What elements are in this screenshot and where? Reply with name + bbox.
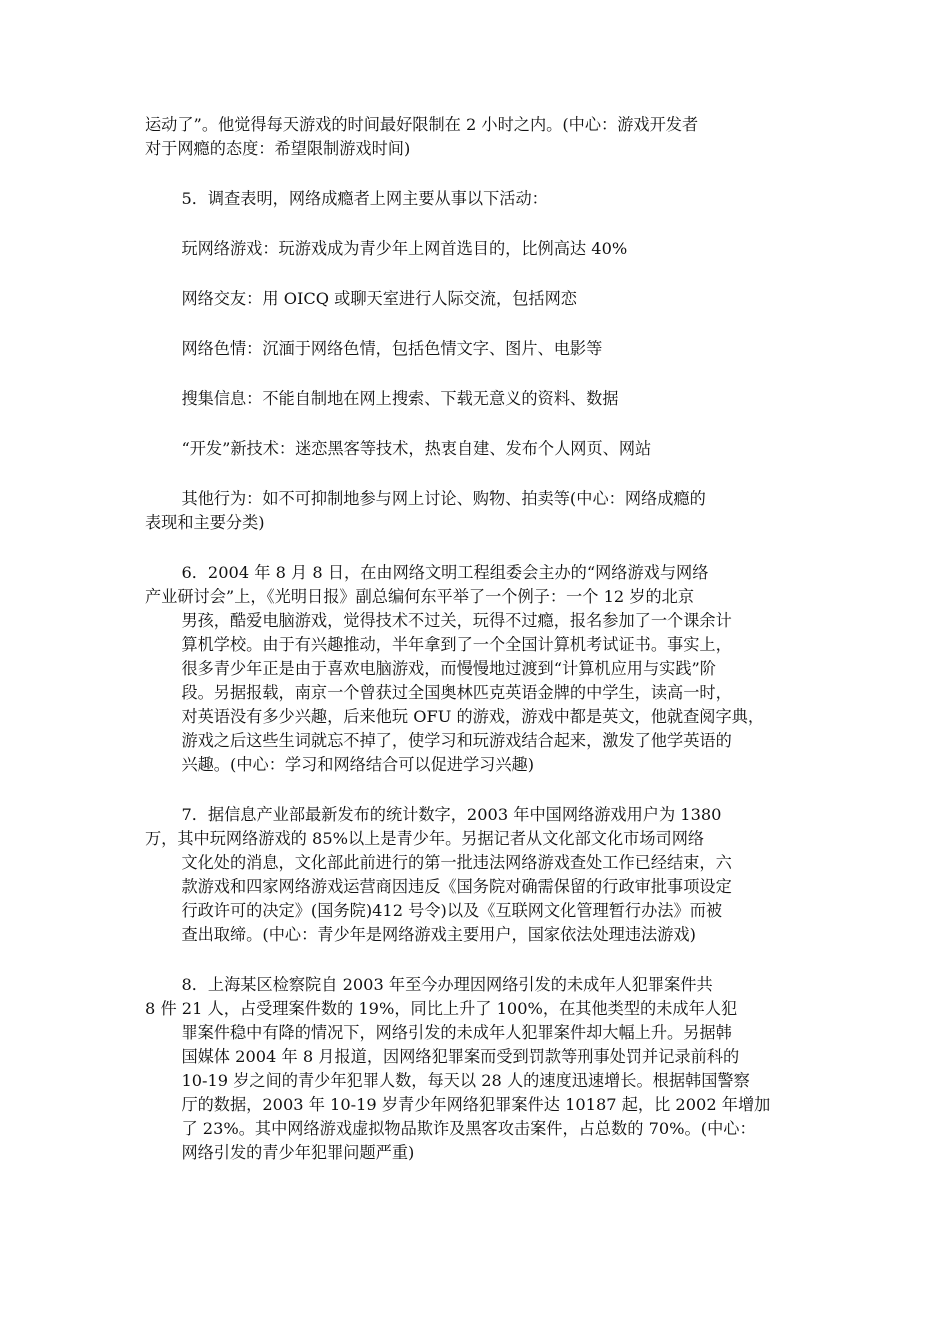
text-line: 其他行为：如不可抑制地参与网上讨论、购物、拍卖等(中心：网络成瘾的 xyxy=(181,489,706,508)
paragraph xyxy=(145,387,805,411)
text-line: 搜集信息：不能自制地在网上搜索、下载无意义的资料、数据 xyxy=(181,389,619,408)
text-line: 5．调查表明，网络成瘾者上网主要从事以下活动： xyxy=(181,189,548,208)
text-line: 玩网络游戏：玩游戏成为青少年上网首选目的，比例高达 40% xyxy=(181,239,628,258)
text-line: 厅的数据，2003 年 10-19 岁青少年网络犯罪案件达 10187 起，比 2002 年增加 xyxy=(181,1095,771,1114)
paragraph xyxy=(145,803,805,947)
text-line: 10-19 岁之间的青少年犯罪人数，每天以 28 人的速度迅速增长。根据韩国警察 xyxy=(181,1071,750,1090)
paragraph xyxy=(145,337,805,361)
text-line: 网络色情：沉湎于网络色情，包括色情文字、图片、电影等 xyxy=(181,339,603,358)
paragraph xyxy=(145,487,805,535)
text-line: 男孩，酷爱电脑游戏，觉得技术不过关，玩得不过瘾，报名参加了一个课余计 xyxy=(181,611,732,630)
text-line: 很多青少年正是由于喜欢电脑游戏，而慢慢地过渡到“计算机应用与实践”阶 xyxy=(181,659,716,678)
text-line: 行政许可的决定》(国务院)412 号令)以及《互联网文化管理暂行办法》而被 xyxy=(181,901,723,920)
text-line: 网络引发的青少年犯罪问题严重) xyxy=(181,1143,415,1162)
text-line: 了 23%。其中网络游戏虚拟物品欺诈及黑客攻击案件，占总数的 70%。(中心： xyxy=(181,1119,756,1138)
text-line: 款游戏和四家网络游戏运营商因违反《国务院对确需保留的行政审批事项设定 xyxy=(181,877,732,896)
text-line: 游戏之后这些生词就忘不掉了，使学习和玩游戏结合起来，激发了他学英语的 xyxy=(181,731,732,750)
text-line: 7．据信息产业部最新发布的统计数字，2003 年中国网络游戏用户为 1380 xyxy=(181,805,722,824)
paragraph xyxy=(145,237,805,261)
text-line: 文化处的消息，文化部此前进行的第一批违法网络游戏查处工作已经结束，六 xyxy=(181,853,732,872)
text-line: 8．上海某区检察院自 2003 年至今办理因网络引发的未成年人犯罪案件共 xyxy=(181,975,713,994)
paragraph xyxy=(145,561,805,777)
document-body xyxy=(145,113,805,1191)
text-line: 罪案件稳中有降的情况下，网络引发的未成年人犯罪案件却大幅上升。另据韩 xyxy=(181,1023,732,1042)
text-line: 段。另据报载，南京一个曾获过全国奥林匹克英语金牌的中学生，读高一时， xyxy=(181,683,732,702)
text-line: 查出取缔。(中心：青少年是网络游戏主要用户，国家依法处理违法游戏) xyxy=(181,925,696,944)
text-line: 网络交友：用 OICQ 或聊天室进行人际交流，包括网恋 xyxy=(181,289,577,308)
paragraph xyxy=(145,113,805,161)
text-line: 兴趣。(中心：学习和网络结合可以促进学习兴趣) xyxy=(181,755,535,774)
text-line: 运动了”。他觉得每天游戏的时间最好限制在 2 小时之内。(中心：游戏开发者 xyxy=(145,115,699,134)
paragraph xyxy=(145,973,805,1165)
paragraph xyxy=(145,187,805,211)
text-line: 产业研讨会”上，《光明日报》副总编何东平举了一个例子：一个 12 岁的北京 xyxy=(145,587,695,606)
paragraph xyxy=(145,287,805,311)
text-line: “开发”新技术：迷恋黑客等技术，热衷自建、发布个人网页、网站 xyxy=(181,439,652,458)
paragraph xyxy=(145,437,805,461)
text-line: 6．2004 年 8 月 8 日，在由网络文明工程组委会主办的“网络游戏与网络 xyxy=(181,563,709,582)
text-line: 对英语没有多少兴趣，后来他玩 OFU 的游戏，游戏中都是英文，他就查阅字典， xyxy=(181,707,765,726)
text-line: 算机学校。由于有兴趣推动，半年拿到了一个全国计算机考试证书。事实上， xyxy=(181,635,732,654)
text-line: 国媒体 2004 年 8 月报道，因网络犯罪案而受到罚款等刑事处罚并记录前科的 xyxy=(181,1047,740,1066)
text-line: 8 件 21 人，占受理案件数的 19%，同比上升了 100%，在其他类型的未成年人犯 xyxy=(145,999,738,1018)
text-line: 对于网瘾的态度：希望限制游戏时间) xyxy=(145,139,411,158)
text-line: 万，其中玩网络游戏的 85%以上是青少年。另据记者从文化部文化市场司网络 xyxy=(145,829,705,848)
text-line: 表现和主要分类) xyxy=(145,513,265,532)
